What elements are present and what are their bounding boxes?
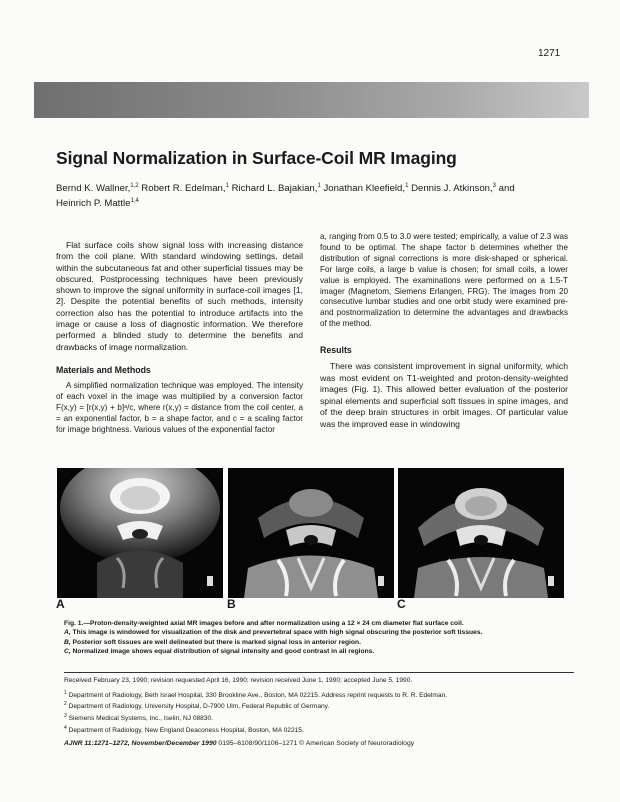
mri-image-a: [57, 468, 223, 598]
mri-scan-c: [398, 468, 564, 598]
footnote-text: Department of Radiology, Beth Israel Hospital, 330 Brookline Ave., Boston, MA 02215. Address reprint requests to R. R. Edelman.: [66, 691, 447, 699]
caption-text: Posterior soft tissues are well delineated but there is marked signal loss in anterior region.: [70, 638, 361, 646]
methods-heading: Materials and Methods: [56, 365, 151, 375]
article-title: Signal Normalization in Surface-Coil MR Imaging: [56, 148, 457, 168]
methods-section: [56, 381, 303, 436]
received-line: Received February 23, 1990; revision requested April 16, 1990; revision received June 1, 1990; accepted June 5, 1990.: [64, 677, 413, 684]
abstract: [56, 240, 303, 353]
affiliation-mark: 1: [317, 183, 321, 189]
caption-text: Proton-density-weighted axial MR images before and after normalization using a 12 × 24 cm diameter flat surface coil.: [90, 620, 464, 627]
methods-continued: [320, 232, 568, 330]
author: Richard L. Bajakian,: [228, 183, 318, 195]
methods-continued-text: a, ranging from 0.5 to 3.0 were tested; empirically, a value of 2.3 was found to be optimal. The shape factor b determines whether the distribution of signal corrections is more disk-shaped or spherical. For large coils, a large b value is chosen; for small coils, a lower value is employed. The examinations were performed on a 1.5-T imager (Magnetom, Siemens Erlangen, FRG). The images from 20 consecutive lumbar studies and one orbit study were examined pre- and postnormalization to determine the advantages and drawbacks of the method.: [320, 232, 568, 329]
caption-prefix: C,: [64, 647, 71, 655]
panel-label-b: B: [227, 597, 236, 611]
caption-line: [64, 628, 584, 637]
mri-scan-a: [57, 468, 223, 598]
author-line-2: [56, 195, 576, 210]
footnote-rule: [64, 672, 574, 673]
results-section: [320, 361, 568, 431]
journal-citation: [64, 740, 584, 749]
affiliation-mark: 3: [492, 183, 497, 189]
author-line-1: [56, 180, 576, 195]
affiliation-mark: 1: [405, 183, 409, 189]
header-band: [34, 82, 589, 118]
caption-prefix: Fig. 1.—: [64, 620, 91, 627]
page-number: 1271: [538, 48, 561, 59]
footnote-item: [64, 689, 584, 701]
affiliation-mark: 1: [225, 183, 229, 189]
mri-image-c: [398, 468, 564, 598]
abstract-text: Flat surface coils show signal loss with increasing distance from the coil plane. With standard windowing settings, detail within the subcutaneous fat and other superficial tissues may be obscured. Postprocessing techniques have been previously shown to improve the signal uniformity in surface-coil images [1, 2]. Despite the potential benefits of such methods, intensity correction also has the potential to introduce artifacts into the image or cause a loss of diagnostic information. We therefore performed a blinded study to determine the benefits and drawbacks of image normalization.: [56, 240, 303, 352]
figure-caption: [64, 619, 584, 656]
caption-line: [64, 647, 584, 656]
panel-label-c: C: [397, 597, 406, 611]
author: Heinrich P. Mattle: [56, 198, 131, 210]
footnote-text: Department of Radiology, University Hospital, D-7900 Ulm, Federal Republic of Germany.: [66, 703, 330, 711]
footnotes: [64, 672, 584, 748]
footnote-text: Siemens Medical Systems, Inc., Iselin, NJ 08830.: [66, 715, 214, 723]
caption-prefix: A,: [64, 629, 71, 637]
author: Bernd K. Wallner,: [56, 183, 131, 195]
author: Robert R. Edelman,: [138, 183, 226, 195]
panel-label-a: A: [56, 597, 65, 611]
footnote-mark: 3: [64, 713, 67, 720]
footnote-item: [64, 712, 584, 724]
results-heading: Results: [320, 345, 352, 355]
caption-text: This image is windowed for visualization of the disk and prevertebral space with high signal obscuring the posterior soft tissues.: [70, 629, 483, 637]
footnote-item: [64, 700, 584, 712]
author: Dennis J. Atkinson,: [408, 183, 493, 195]
caption-prefix: B,: [64, 638, 71, 646]
mri-scan-b: [228, 468, 394, 598]
journal-copyright: 0195–6108/90/1106–1271 © American Society of Neuroradiology: [216, 739, 415, 747]
affiliation-mark: 1,4: [130, 198, 139, 205]
author: Jonathan Kleefield,: [320, 183, 406, 195]
methods-text: A simplified normalization technique was employed. The intensity of each voxel in the image was multiplied by a conversion factor F(x,y) = [r(x,y) + b]ᵃ/c, where r(x,y) = distance from the coil center, a = an exponential factor, b = a shape factor, and c = a scaling factor for image brightness. Various values of the exponential factor: [56, 381, 303, 434]
author-list: [56, 180, 576, 210]
footnote-mark: 4: [64, 724, 67, 731]
footnote-mark: 2: [64, 701, 67, 708]
footnote-mark: 1: [64, 689, 67, 696]
caption-line: [64, 638, 584, 647]
affiliation-mark: 1,2: [130, 183, 139, 189]
caption-line: [64, 619, 584, 628]
footnote-text: Department of Radiology, New England Deaconess Hospital, Boston, MA 02215.: [66, 727, 304, 735]
caption-text: Normalized image shows equal distribution of signal intensity and good contrast in all regions.: [70, 647, 375, 655]
journal-reference: AJNR 11:1271–1272, November/December 1990: [64, 739, 217, 747]
results-text: There was consistent improvement in signal uniformity, which was most evident on T1-weighted and proton-density-weighted images (Fig. 1). This allowed better evaluation of the posterior spinal elements and superficial soft tissues in spine images, and of the deep brain structures in orbit images. Of particular value was the improved ease in windowing: [320, 361, 568, 429]
author-conjunction: and: [496, 183, 515, 195]
footnote-item: [64, 724, 584, 736]
mri-image-b: [228, 468, 394, 598]
